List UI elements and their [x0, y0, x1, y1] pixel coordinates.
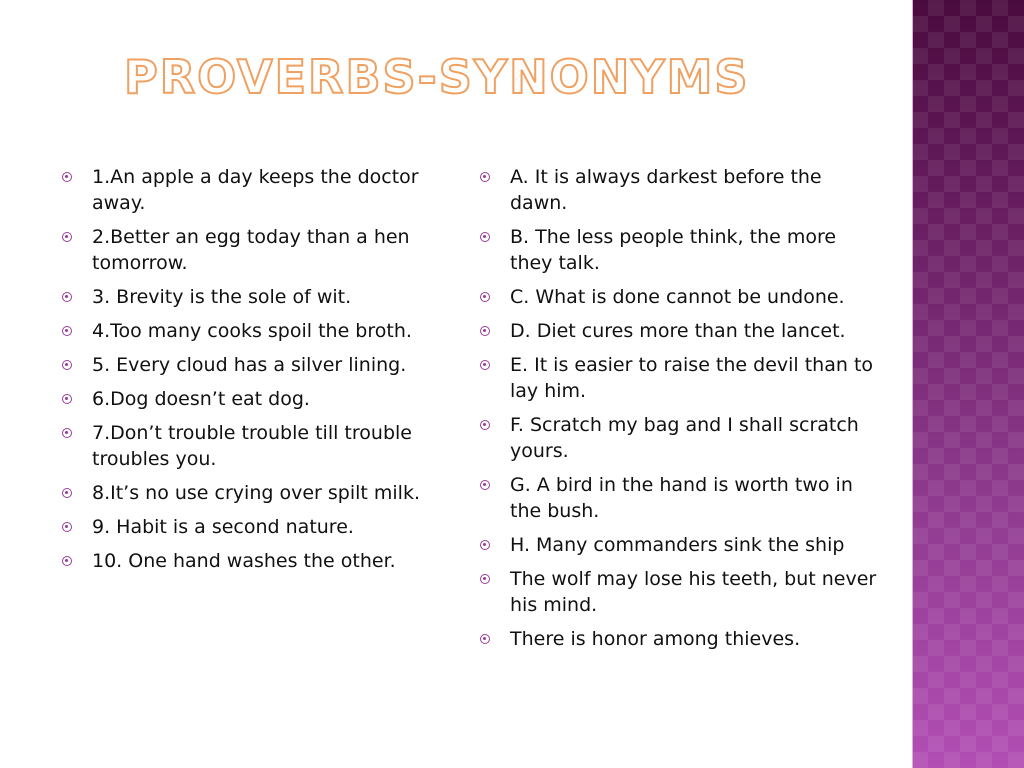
list-item-text: 4.Too many cooks spoil the broth. — [92, 320, 412, 342]
list-item — [60, 224, 440, 276]
circle-bullet-icon — [62, 488, 72, 498]
circle-bullet-icon — [62, 428, 72, 438]
side-band-divider — [912, 0, 913, 768]
list-item — [60, 548, 440, 574]
circle-bullet-icon — [480, 360, 490, 370]
list-item-text: 3. Brevity is the sole of wit. — [92, 286, 352, 308]
circle-bullet-icon — [480, 232, 490, 242]
list-item-text: A. It is always darkest before the dawn. — [510, 166, 822, 214]
circle-bullet-icon — [480, 540, 490, 550]
list-item — [60, 386, 440, 412]
proverbs-list-right — [478, 164, 878, 660]
circle-bullet-icon — [480, 172, 490, 182]
list-item — [478, 284, 878, 310]
list-item — [60, 164, 440, 216]
circle-bullet-icon — [62, 556, 72, 566]
proverbs-list-left — [60, 164, 440, 582]
circle-bullet-icon — [62, 522, 72, 532]
list-item-text: 1.An apple a day keeps the doctor away. — [92, 166, 419, 214]
circle-bullet-icon — [480, 634, 490, 644]
list-item-text: 6.Dog doesn’t eat dog. — [92, 388, 310, 410]
list-item — [478, 472, 878, 524]
circle-bullet-icon — [480, 574, 490, 584]
list-item-text: D. Diet cures more than the lancet. — [510, 320, 846, 342]
list-item-text: There is honor among thieves. — [510, 628, 801, 650]
list-item-text: 8.It’s no use crying over spilt milk. — [92, 482, 420, 504]
circle-bullet-icon — [62, 394, 72, 404]
circle-bullet-icon — [62, 360, 72, 370]
circle-bullet-icon — [62, 232, 72, 242]
list-item — [60, 318, 440, 344]
circle-bullet-icon — [480, 292, 490, 302]
list-item — [60, 352, 440, 378]
list-item-text: The wolf may lose his teeth, but never his mind. — [510, 568, 877, 616]
list-item-text: 2.Better an egg today than a hen tomorrow. — [92, 226, 410, 274]
circle-bullet-icon — [480, 420, 490, 430]
circle-bullet-icon — [62, 292, 72, 302]
slide-title: PROVERBS-SYNONYMS — [124, 50, 750, 104]
list-item-text: 10. One hand washes the other. — [92, 550, 396, 572]
list-item — [478, 318, 878, 344]
list-item-text: H. Many commanders sink the ship — [510, 534, 845, 556]
list-item-text: G. A bird in the hand is worth two in the bush. — [510, 474, 853, 522]
list-item-text: C. What is done cannot be undone. — [510, 286, 845, 308]
list-item-text: 5. Every cloud has a silver lining. — [92, 354, 407, 376]
list-item — [60, 514, 440, 540]
list-item-text: F. Scratch my bag and I shall scratch yours. — [510, 414, 859, 462]
list-item — [478, 352, 878, 404]
circle-bullet-icon — [480, 326, 490, 336]
list-item-text: B. The less people think, the more they talk. — [510, 226, 837, 274]
list-item — [60, 480, 440, 506]
circle-bullet-icon — [62, 326, 72, 336]
list-item — [60, 284, 440, 310]
list-item — [478, 566, 878, 618]
list-item — [478, 164, 878, 216]
list-item — [478, 224, 878, 276]
list-item — [478, 532, 878, 558]
list-item-text: 7.Don’t trouble trouble till trouble troubles you. — [92, 422, 412, 470]
decorative-side-band — [912, 0, 1024, 768]
list-item — [478, 626, 878, 652]
list-item-text: E. It is easier to raise the devil than to lay him. — [510, 354, 874, 402]
list-item — [60, 420, 440, 472]
circle-bullet-icon — [480, 480, 490, 490]
circle-bullet-icon — [62, 172, 72, 182]
list-item-text: 9. Habit is a second nature. — [92, 516, 354, 538]
list-item — [478, 412, 878, 464]
